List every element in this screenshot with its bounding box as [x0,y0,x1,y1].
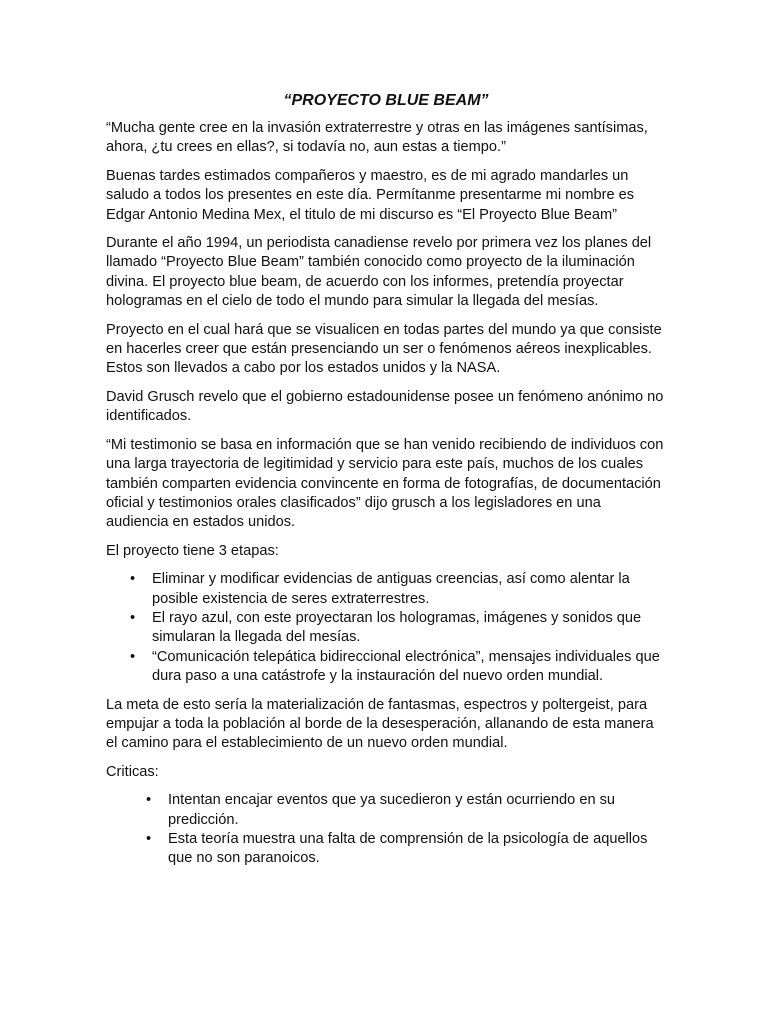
list-item: • Eliminar y modificar evidencias de antiguas creencias, así como alentar la posible existencia de seres extraterrestres. [152,570,666,609]
paragraph-greeting: Buenas tardes estimados compañeros y maestro, es de mi agrado mandarles un saludo a todos los presentes en este día. Permítanme presentarme mi nombre es Edgar Antonio Medina Mex, el titulo de mi discurso es “El Proyecto Blue Beam” [106,167,635,223]
paragraph-history: Durante el año 1994, un periodista canadiense revelo por primera vez los planes del llamado “Proyecto Blue Beam” también conocido como proyecto de la iluminación divina. El proyecto blue beam, de acuerdo con los informes, pretendía proyectar hologramas en el cielo de todo el mundo para simular la llegada del mesías. [106,235,652,310]
document-body [106,91,666,878]
paragraph-stages-intro: El proyecto tiene 3 etapas: [106,542,279,559]
document-title: “PROYECTO BLUE BEAM” [283,92,489,109]
paragraph-description: Proyecto en el cual hará que se visualicen en todas partes del mundo ya que consiste en hacerles creer que están presenciando un ser o fenómenos aéreos inexplicables. Estos son llevados a cabo por los estados unidos y la NASA. [106,321,662,377]
paragraph-opening-quote: “Mucha gente cree en la invasión extraterrestre y otras en las imágenes santísimas, ahora, ¿tu crees en ellas?, si todavía no, aun estas a tiempo.” [106,120,648,156]
paragraph-grusch: David Grusch revelo que el gobierno estadounidense posee un fenómeno anónimo no identificados. [106,388,664,425]
paragraph-goal: La meta de esto sería la materialización de fantasmas, espectros y poltergeist, para empujar a toda la población al borde de la desesperación, allanando de esta manera el camino para el establecimiento de un nuevo orden mundial. [106,696,654,752]
criticisms-list [106,791,666,869]
list-item: • El rayo azul, con este proyectaran los hologramas, imágenes y sonidos que simularan la llegada del mesías. [152,609,666,648]
list-item: • Esta teoría muestra una falta de comprensión de la psicología de aquellos que no son paranoicos. [168,830,666,869]
paragraph-testimony-quote: “Mi testimonio se basa en información que se han venido recibiendo de individuos con una larga trayectoria de legitimidad y servicio para este país, muchos de los cuales también comparten evidencia convincente en forma de fotografías, de documentación oficial y testimonios orales clasificados” dijo grusch a los legisladores en una audiencia en estados unidos. [106,436,664,531]
stages-list [106,570,666,686]
paragraph-criticisms-heading: Criticas: [106,763,159,780]
list-item: • “Comunicación telepática bidireccional electrónica”, mensajes individuales que dura paso a una catástrofe y la instauración del nuevo orden mundial. [152,648,666,687]
list-item: • Intentan encajar eventos que ya sucedieron y están ocurriendo en su predicción. [168,791,666,830]
